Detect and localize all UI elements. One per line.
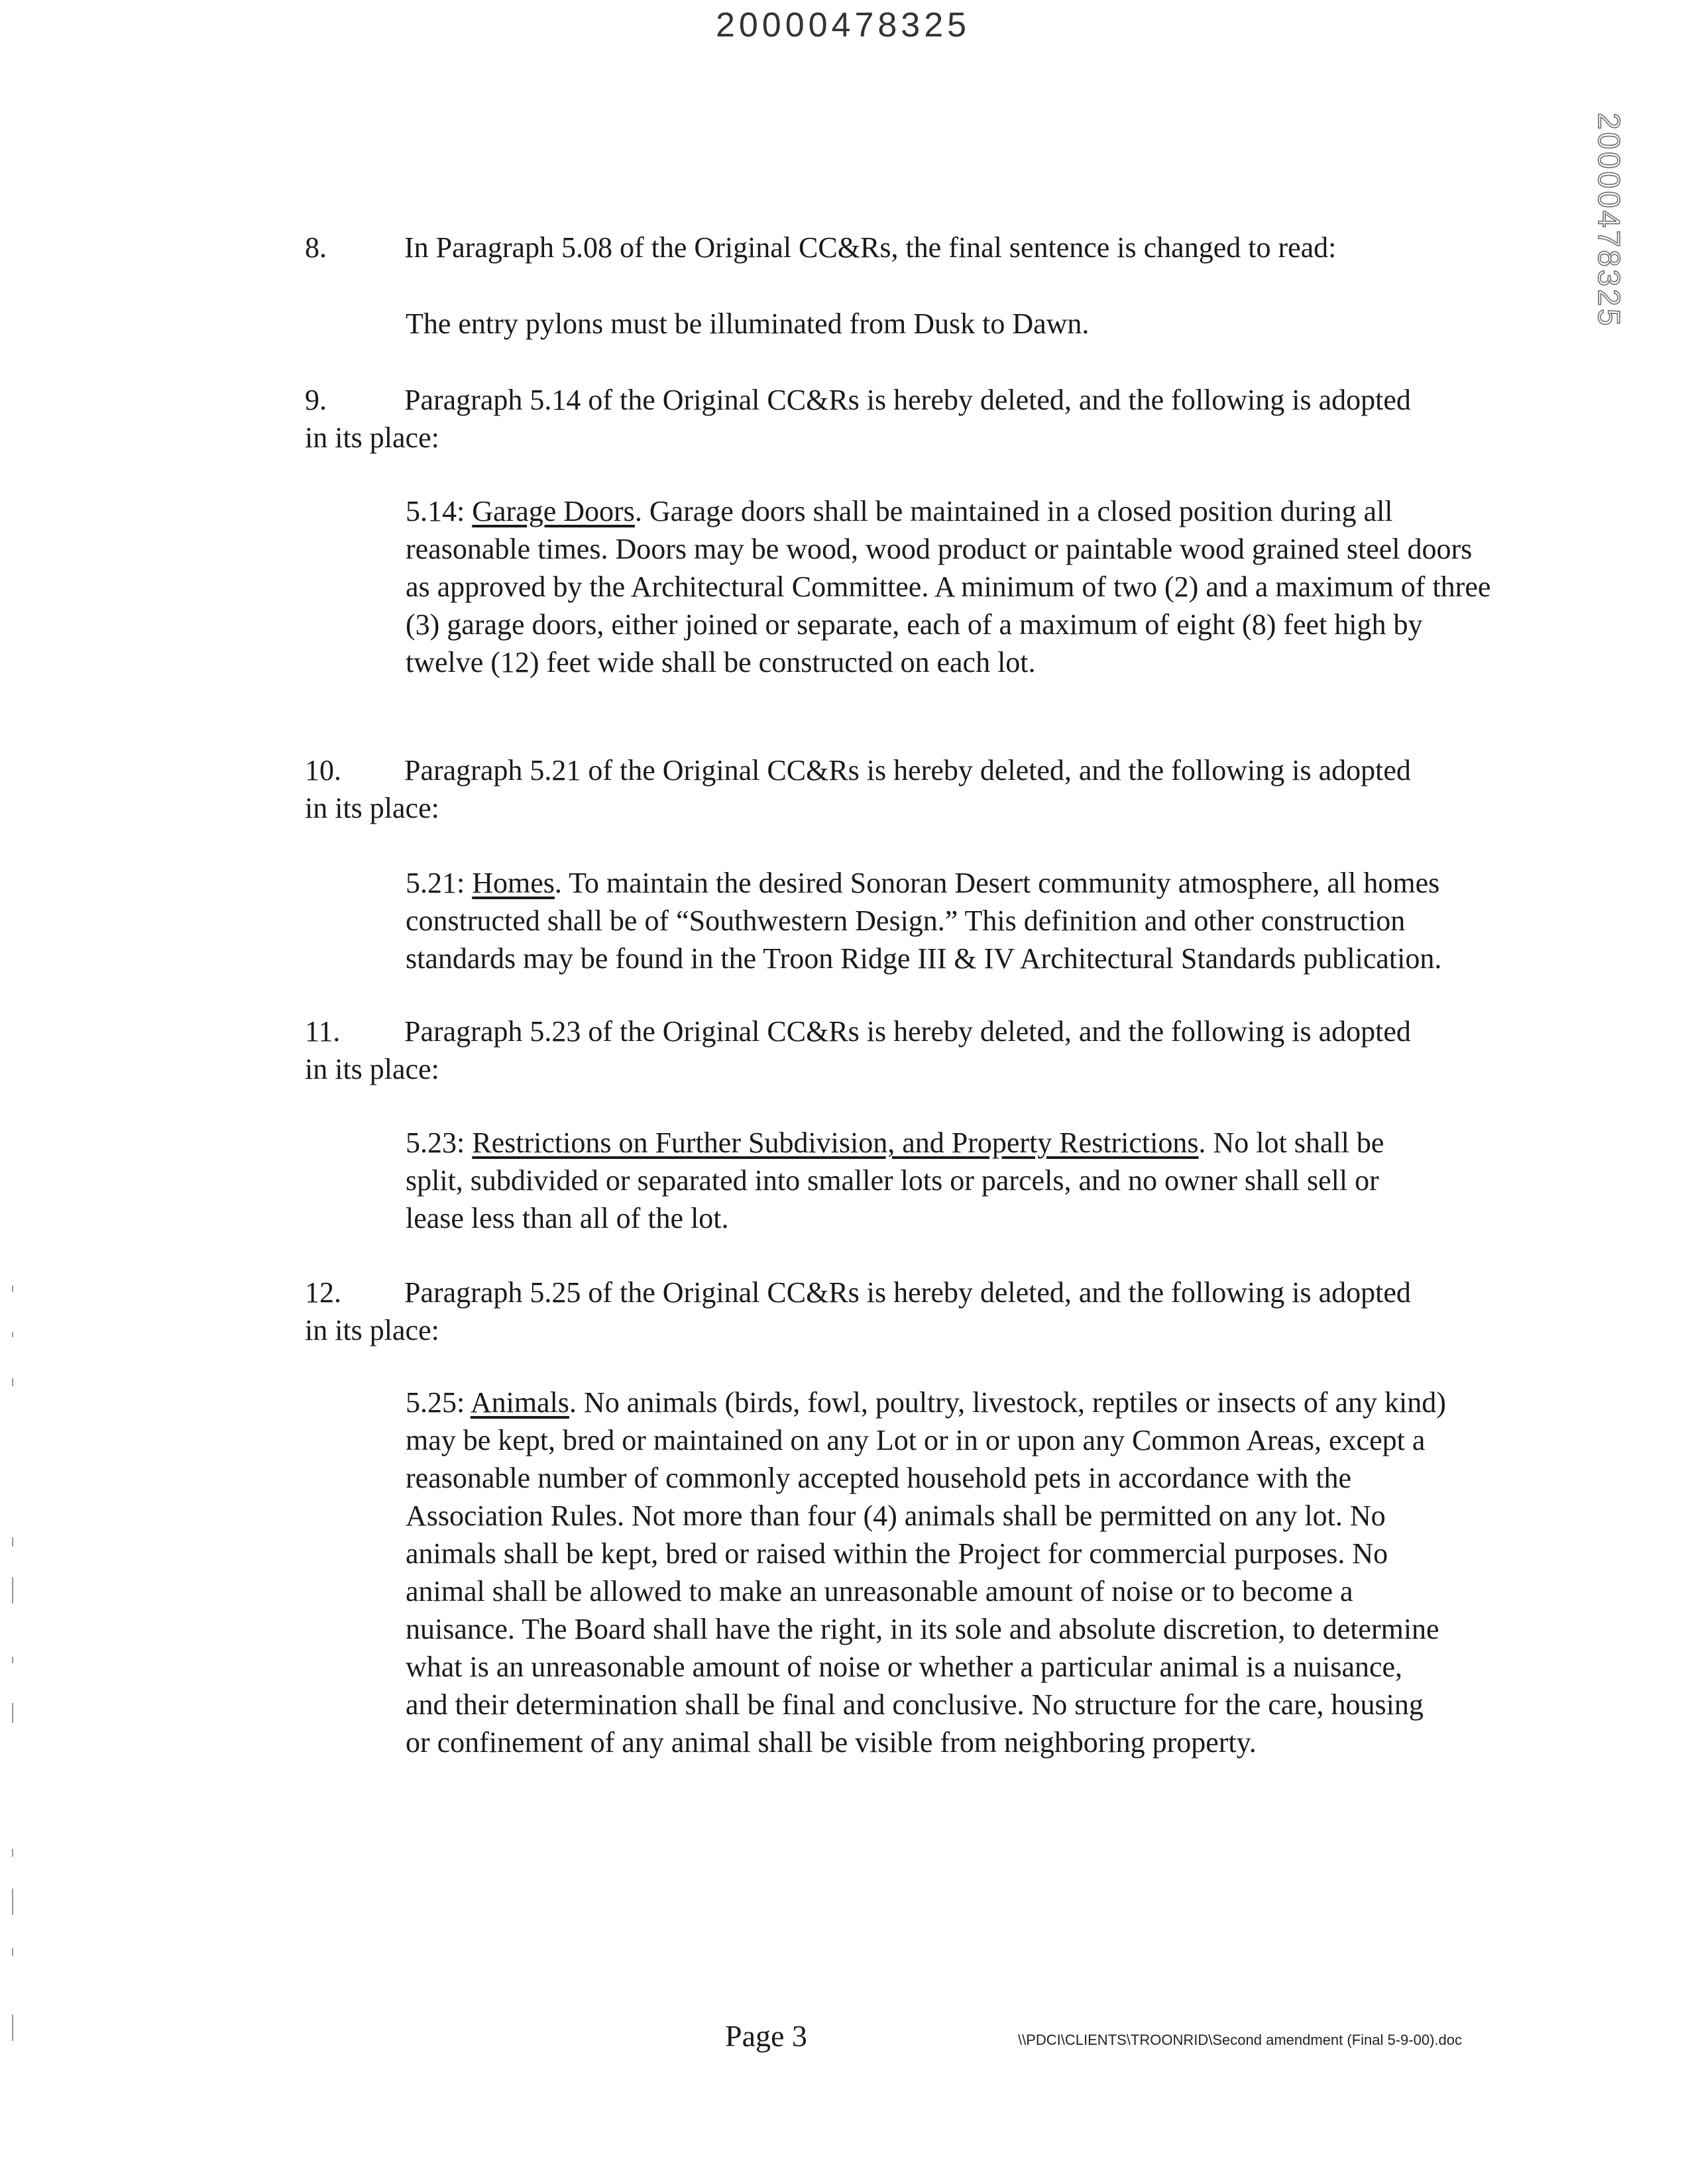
item-10-intro <box>305 751 1432 827</box>
paragraph-ref: 5.25: <box>406 1386 465 1419</box>
side-stamp-text: 20000478325 <box>1592 113 1626 329</box>
item-number: 11. <box>305 1015 341 1048</box>
item-intro-text: Paragraph 5.25 of the Original CC&Rs is hereby deleted, and the following is adopted in its place: <box>305 1276 1411 1346</box>
section-title: Restrictions on Further Subdivision, and Property Restrictions <box>472 1126 1199 1159</box>
item-number: 10. <box>305 754 341 787</box>
section-body: . Garage doors shall be maintained in a closed position during all reasonable times. Doors may be wood, wood product or paintable wood grained steel doors as approved by the Architectural Committee. A minimum of two (2) and a maximum of three (3) garage doors, either joined or separate, each of a maximum of eight (8) feet high by twelve (12) feet wide shall be constructed on each lot. <box>406 495 1491 679</box>
item-12-body <box>406 1384 1446 1761</box>
item-12-intro <box>305 1274 1432 1349</box>
item-9-body <box>406 492 1492 681</box>
side-stamp <box>1577 106 1637 329</box>
paragraph-ref: 5.14: <box>406 495 465 527</box>
scan-margin-marks <box>8 1285 21 2147</box>
section-body: . No animals (birds, fowl, poultry, livestock, reptiles or insects of any kind) may be kept, bred or maintained on any Lot or in or upon any Common Areas, except a reasonable number of commonly accepted household pets in accordance with the Association Rules. Not more than four (4) animals shall be permitted on any lot. No animals shall be kept, bred or raised within the Project for commercial purposes. No animal shall be allowed to make an unreasonable amount of noise or to become a nuisance. The Board shall have the right, in its sole and absolute discretion, to determine what is an unreasonable amount of noise or whether a particular animal is a nuisance, and their determination shall be final and conclusive. No structure for the care, housing or confinement of any animal shall be visible from neighboring property. <box>406 1386 1446 1759</box>
file-path: \\PDCI\CLIENTS\TROONRID\Second amendment (Final 5-9-00).doc <box>1018 2032 1463 2048</box>
item-11-body <box>406 1124 1400 1237</box>
page-number: Page 3 <box>725 2019 807 2053</box>
item-10-body <box>406 864 1499 977</box>
item-intro-text: In Paragraph 5.08 of the Original CC&Rs, the final sentence is changed to read: <box>404 231 1337 264</box>
item-intro-text: Paragraph 5.23 of the Original CC&Rs is hereby deleted, and the following is adopted in its place: <box>305 1015 1411 1085</box>
paragraph-ref: 5.23: <box>406 1126 465 1159</box>
item-number: 9. <box>305 384 327 416</box>
item-11-intro <box>305 1012 1432 1088</box>
item-intro-text: Paragraph 5.21 of the Original CC&Rs is hereby deleted, and the following is adopted in its place: <box>305 754 1411 824</box>
section-title: Garage Doors <box>472 495 635 527</box>
item-8-intro <box>305 229 1432 266</box>
item-intro-text: Paragraph 5.14 of the Original CC&Rs is hereby deleted, and the following is adopted in its place: <box>305 384 1411 454</box>
item-number: 12. <box>305 1276 341 1309</box>
section-title: Homes <box>472 867 555 899</box>
section-title: Animals <box>470 1386 569 1419</box>
item-8-body: The entry pylons must be illuminated from Dusk to Dawn. <box>406 307 1090 340</box>
section-body: . No lot shall be split, subdivided or separated into smaller lots or parcels, and no owner shall sell or lease less than all of the lot. <box>406 1126 1384 1234</box>
item-number: 8. <box>305 231 327 264</box>
item-9-intro <box>305 381 1432 457</box>
section-body: . To maintain the desired Sonoran Desert community atmosphere, all homes constructed shall be of “Southwestern Design.” This definition and other construction standards may be found in the Troon Ridge III & IV Architectural Standards publication. <box>406 867 1442 975</box>
paragraph-ref: 5.21: <box>406 867 465 899</box>
document-number: 20000478325 <box>715 6 971 44</box>
